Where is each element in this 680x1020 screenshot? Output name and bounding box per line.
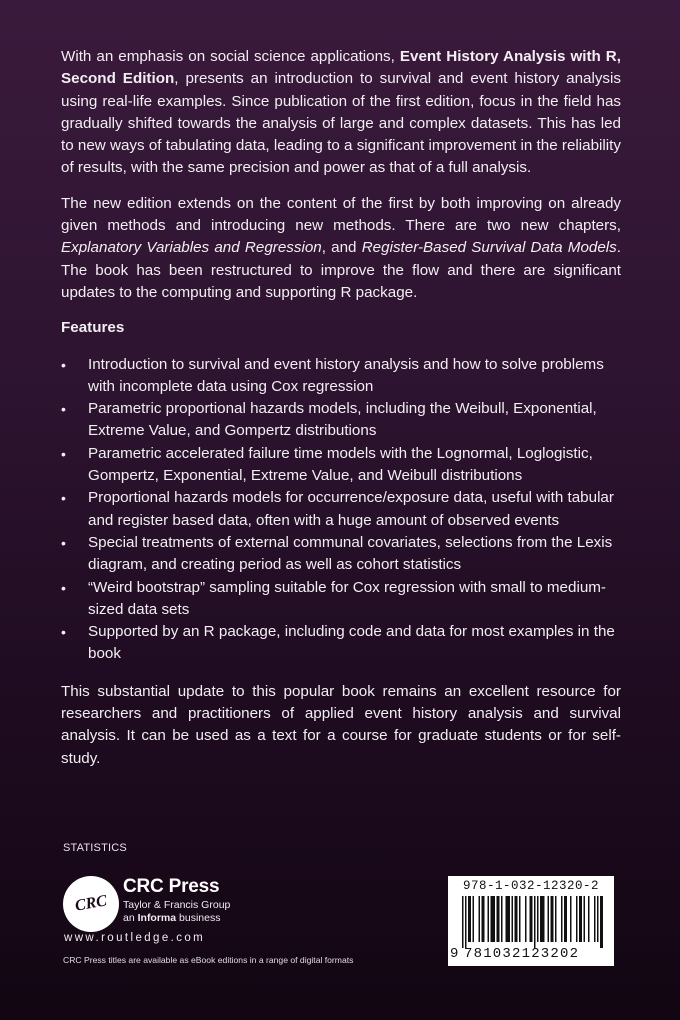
feature-text: Parametric proportional hazards models, including the Weibull, Exponential, Extreme Value, and Gompertz distributions [88, 400, 597, 440]
new-edition-text-3: . The book has been restructured to improve the flow and there are significant updates to the computing and supporting R package. [61, 239, 621, 301]
barcode-digits-rest: 781032123202 [464, 946, 580, 962]
list-item [61, 443, 621, 488]
isbn-barcode [448, 876, 614, 966]
barcode-bar [548, 896, 550, 942]
barcode-bar [515, 896, 518, 942]
list-item [61, 354, 621, 399]
publisher-block [123, 876, 230, 924]
barcode-bar [479, 896, 481, 942]
barcode-bar [584, 896, 586, 942]
new-edition-text-2: , and [321, 239, 362, 257]
barcode-bar [506, 896, 511, 942]
barcode-icon [456, 896, 608, 948]
book-title-inline: Event History Analysis with R, Second Edition [61, 48, 621, 88]
barcode-bar [501, 896, 503, 942]
crc-logo-circle-icon [63, 876, 119, 932]
barcode-bar [488, 896, 490, 942]
informa-prefix: an [123, 912, 138, 924]
bullet-icon: • [61, 534, 66, 551]
list-item [61, 577, 621, 622]
feature-text: “Weird bootstrap” sampling suitable for Cox regression with small to medium-sized data sets [88, 578, 606, 618]
barcode-bar [482, 896, 485, 942]
crc-logo-text: CRC [73, 892, 109, 915]
paragraph-intro [61, 46, 621, 180]
publisher-group: Taylor & Francis Group [123, 899, 231, 911]
crc-logo [63, 876, 123, 936]
bullet-icon: • [61, 624, 66, 641]
website-url: www.routledge.com [64, 932, 206, 944]
barcode-bar [491, 896, 496, 942]
barcode-bar [512, 896, 514, 942]
feature-text: Special treatments of external communal covariates, selections from the Lexis diagram, and creating period as well as cohort statistics [88, 533, 613, 574]
barcode-digits [448, 946, 614, 962]
bullet-icon: • [61, 445, 66, 462]
barcode-bar [473, 896, 475, 942]
barcode-bar [551, 896, 554, 942]
barcode-bar [465, 896, 467, 948]
barcode-bar [597, 896, 599, 942]
barcode-first-digit: 9 [450, 946, 459, 962]
new-edition-text-1: The new edition extends on the content of the first by both improving on already given methods and introducing new methods. There are two new chapters, [61, 194, 621, 235]
paragraph-summary: This substantial update to this popular book remains an excellent resource for researchers and practitioners of applied event history analysis and survival analysis. It can be used as a text for a course for graduate students or for self-study. [61, 682, 621, 767]
barcode-bar [519, 896, 521, 942]
barcode-bar [530, 896, 533, 942]
barcode-bar [570, 896, 572, 942]
barcode-bar [497, 896, 500, 942]
feature-text: Introduction to survival and event history analysis and how to solve problems with incomplete data using Cox regression [88, 355, 604, 395]
list-item [61, 398, 621, 443]
feature-text: Proportional hazards models for occurrence/exposure data, useful with tabular and register based data, often with a huge amount of observed events [88, 489, 614, 529]
barcode-bar [576, 896, 578, 942]
blurb [61, 46, 621, 783]
list-item [61, 487, 621, 532]
intro-text-1: With an emphasis on social science applications, [61, 48, 400, 65]
bullet-icon: • [61, 579, 66, 596]
feature-text: Parametric accelerated failure time models with the Lognormal, Loglogistic, Gompertz, Exponential, Extreme Value, and Weibull distributions [88, 444, 593, 485]
category-label: STATISTICS [63, 842, 127, 854]
features-list [61, 354, 621, 666]
barcode-bar [468, 896, 471, 942]
informa-line [123, 912, 230, 924]
chapter-title-2: Register-Based Survival Data Models [361, 239, 617, 257]
barcode-bar [594, 896, 596, 942]
barcode-bar [540, 896, 545, 942]
barcode-bar [600, 896, 603, 948]
feature-text: Supported by an R package, including code and data for most examples in the book [88, 623, 615, 663]
paragraph-new-edition [61, 193, 621, 304]
barcode-bar [555, 896, 557, 942]
barcode-bar [534, 896, 536, 948]
barcode-bar [579, 896, 582, 942]
barcode-bar [525, 896, 527, 942]
list-item [61, 621, 621, 666]
ebook-note: CRC Press titles are available as eBook editions in a range of digital formats [63, 955, 354, 965]
informa-name: Informa [137, 912, 177, 924]
barcode-bar [588, 896, 590, 942]
barcode-bar [564, 896, 567, 942]
list-item [61, 532, 621, 577]
barcode-bar [561, 896, 563, 942]
bullet-icon: • [61, 490, 66, 507]
barcode-bar [537, 896, 539, 942]
intro-text-2: , presents an introduction to survival and event history analysis using real-life examples. Since publication of the first edition, focus in the field has gradually shifted towards the analysis of large and complex datasets. This has led to new ways of tabulating data, leading to a significant improvement in the reliability of results, with the same precision and power as that of a full analysis. [61, 70, 621, 177]
isbn-text: 978-1-032-12320-2 [462, 879, 600, 893]
barcode-bar [462, 896, 464, 948]
chapter-title-1: Explanatory Variables and Regression [61, 239, 322, 257]
bullet-icon: • [61, 356, 66, 373]
informa-suffix: business [176, 912, 221, 924]
features-heading: Features [61, 319, 125, 337]
bullet-icon: • [61, 401, 66, 418]
publisher-name: CRC Press [123, 876, 220, 897]
